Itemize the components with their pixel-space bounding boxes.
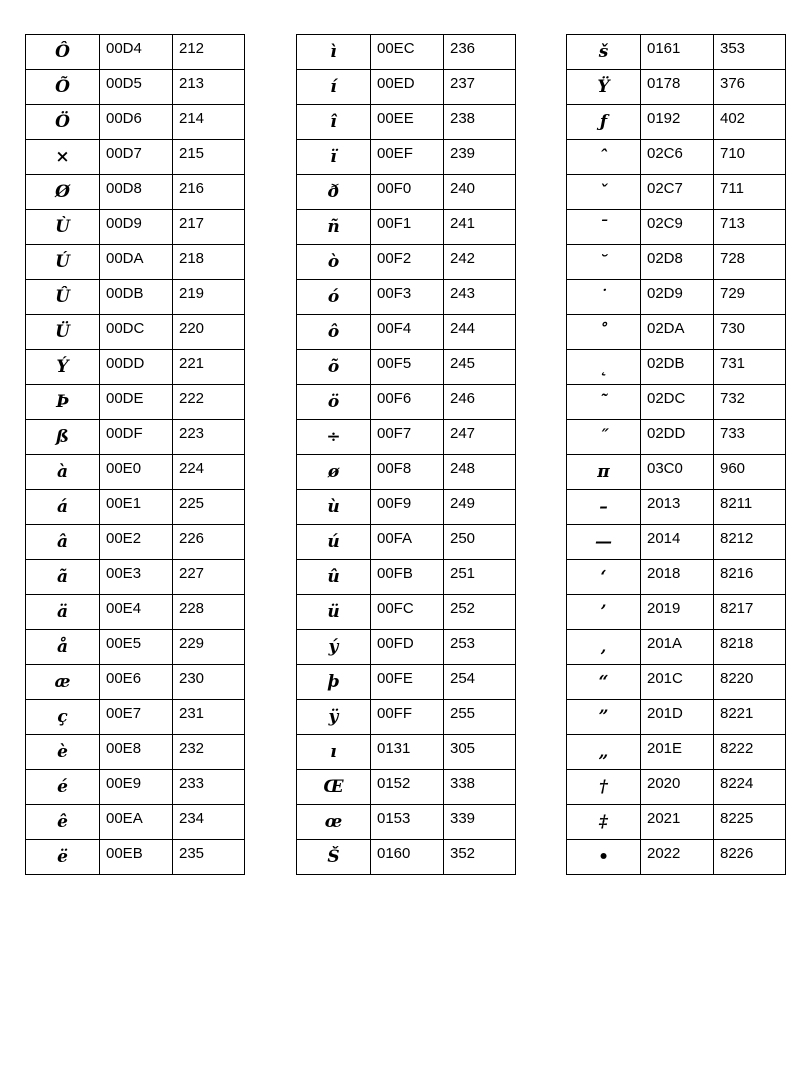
glyph-cell: ˜ bbox=[567, 385, 641, 420]
hex-code-cell: 00E4 bbox=[100, 595, 173, 630]
table-row bbox=[297, 560, 516, 595]
hex-code-cell: 00DA bbox=[100, 245, 173, 280]
glyph-cell: ˇ bbox=[567, 175, 641, 210]
table-row bbox=[567, 420, 786, 455]
table-row bbox=[26, 35, 245, 70]
table-row bbox=[567, 315, 786, 350]
hex-code-cell: 00F4 bbox=[371, 315, 444, 350]
hex-code-cell: 02DC bbox=[641, 385, 714, 420]
table-row bbox=[567, 280, 786, 315]
hex-code-cell: 00D7 bbox=[100, 140, 173, 175]
table-row bbox=[26, 595, 245, 630]
hex-code-cell: 00F3 bbox=[371, 280, 444, 315]
table-row bbox=[297, 805, 516, 840]
hex-code-cell: 2022 bbox=[641, 840, 714, 875]
decimal-code-cell: 237 bbox=[444, 70, 516, 105]
hex-code-cell: 00D9 bbox=[100, 210, 173, 245]
table-row bbox=[297, 385, 516, 420]
glyph-cell: ê bbox=[26, 805, 100, 840]
hex-code-cell: 00E1 bbox=[100, 490, 173, 525]
decimal-code-cell: 251 bbox=[444, 560, 516, 595]
hex-code-cell: 00FC bbox=[371, 595, 444, 630]
decimal-code-cell: 233 bbox=[173, 770, 245, 805]
decimal-code-cell: 225 bbox=[173, 490, 245, 525]
glyph-cell: Ú bbox=[26, 245, 100, 280]
glyph-cell: ñ bbox=[297, 210, 371, 245]
table-row bbox=[567, 560, 786, 595]
hex-code-cell: 00FF bbox=[371, 700, 444, 735]
decimal-code-cell: 728 bbox=[714, 245, 786, 280]
table-row bbox=[26, 770, 245, 805]
table-row bbox=[297, 455, 516, 490]
glyph-cell: ˛ bbox=[567, 350, 641, 385]
table-row bbox=[297, 595, 516, 630]
glyph-cell: á bbox=[26, 490, 100, 525]
glyph-cell: Š bbox=[297, 840, 371, 875]
glyph-cell: ˚ bbox=[567, 315, 641, 350]
glyph-cell: é bbox=[26, 770, 100, 805]
glyph-cell: Œ bbox=[297, 770, 371, 805]
table-row bbox=[297, 420, 516, 455]
decimal-code-cell: 215 bbox=[173, 140, 245, 175]
hex-code-cell: 02DD bbox=[641, 420, 714, 455]
table-row bbox=[297, 140, 516, 175]
glyph-cell: à bbox=[26, 455, 100, 490]
table-row bbox=[567, 140, 786, 175]
glyph-cell: ú bbox=[297, 525, 371, 560]
hex-code-cell: 00EF bbox=[371, 140, 444, 175]
glyph-cell: ï bbox=[297, 140, 371, 175]
decimal-code-cell: 231 bbox=[173, 700, 245, 735]
glyph-cell: ‚ bbox=[567, 630, 641, 665]
decimal-code-cell: 731 bbox=[714, 350, 786, 385]
decimal-code-cell: 249 bbox=[444, 490, 516, 525]
decimal-code-cell: 733 bbox=[714, 420, 786, 455]
hex-code-cell: 00F9 bbox=[371, 490, 444, 525]
table-row bbox=[567, 175, 786, 210]
table-row bbox=[26, 350, 245, 385]
glyph-cell: Ù bbox=[26, 210, 100, 245]
table-row bbox=[26, 105, 245, 140]
glyph-cell: “ bbox=[567, 665, 641, 700]
decimal-code-cell: 244 bbox=[444, 315, 516, 350]
table-row bbox=[26, 140, 245, 175]
decimal-code-cell: 216 bbox=[173, 175, 245, 210]
table-row bbox=[26, 525, 245, 560]
table-row bbox=[567, 455, 786, 490]
glyph-cell: œ bbox=[297, 805, 371, 840]
table-row bbox=[567, 35, 786, 70]
decimal-code-cell: 338 bbox=[444, 770, 516, 805]
hex-code-cell: 00F5 bbox=[371, 350, 444, 385]
decimal-code-cell: 226 bbox=[173, 525, 245, 560]
table-row bbox=[297, 210, 516, 245]
decimal-code-cell: 8218 bbox=[714, 630, 786, 665]
hex-code-cell: 00ED bbox=[371, 70, 444, 105]
glyph-cell: î bbox=[297, 105, 371, 140]
table-row bbox=[26, 490, 245, 525]
char-table-1 bbox=[25, 34, 245, 875]
glyph-cell: Ö bbox=[26, 105, 100, 140]
hex-code-cell: 00FD bbox=[371, 630, 444, 665]
decimal-code-cell: 220 bbox=[173, 315, 245, 350]
hex-code-cell: 00EC bbox=[371, 35, 444, 70]
glyph-cell: ý bbox=[297, 630, 371, 665]
glyph-cell: Ü bbox=[26, 315, 100, 350]
hex-code-cell: 2014 bbox=[641, 525, 714, 560]
decimal-code-cell: 710 bbox=[714, 140, 786, 175]
glyph-cell: ÷ bbox=[297, 420, 371, 455]
hex-code-cell: 00EE bbox=[371, 105, 444, 140]
decimal-code-cell: 8217 bbox=[714, 595, 786, 630]
decimal-code-cell: 960 bbox=[714, 455, 786, 490]
hex-code-cell: 00DE bbox=[100, 385, 173, 420]
hex-code-cell: 00F6 bbox=[371, 385, 444, 420]
glyph-cell: „ bbox=[567, 735, 641, 770]
decimal-code-cell: 713 bbox=[714, 210, 786, 245]
hex-code-cell: 00E9 bbox=[100, 770, 173, 805]
table-row bbox=[567, 70, 786, 105]
glyph-cell: † bbox=[567, 770, 641, 805]
table-row bbox=[297, 665, 516, 700]
decimal-code-cell: 8220 bbox=[714, 665, 786, 700]
table-row bbox=[26, 280, 245, 315]
hex-code-cell: 02C9 bbox=[641, 210, 714, 245]
decimal-code-cell: 8222 bbox=[714, 735, 786, 770]
glyph-cell: ˘ bbox=[567, 245, 641, 280]
table-row bbox=[26, 735, 245, 770]
hex-code-cell: 00D4 bbox=[100, 35, 173, 70]
glyph-cell: õ bbox=[297, 350, 371, 385]
glyph-cell: ÿ bbox=[297, 700, 371, 735]
table-row bbox=[297, 735, 516, 770]
decimal-code-cell: 238 bbox=[444, 105, 516, 140]
table-row bbox=[297, 840, 516, 875]
hex-code-cell: 201A bbox=[641, 630, 714, 665]
table-row bbox=[297, 490, 516, 525]
glyph-cell: • bbox=[567, 840, 641, 875]
hex-code-cell: 00E0 bbox=[100, 455, 173, 490]
hex-code-cell: 2018 bbox=[641, 560, 714, 595]
table-row bbox=[567, 385, 786, 420]
decimal-code-cell: 247 bbox=[444, 420, 516, 455]
decimal-code-cell: 239 bbox=[444, 140, 516, 175]
hex-code-cell: 00E5 bbox=[100, 630, 173, 665]
hex-code-cell: 00E8 bbox=[100, 735, 173, 770]
hex-code-cell: 00E6 bbox=[100, 665, 173, 700]
table-row bbox=[567, 210, 786, 245]
glyph-cell: å bbox=[26, 630, 100, 665]
hex-code-cell: 02D9 bbox=[641, 280, 714, 315]
decimal-code-cell: 248 bbox=[444, 455, 516, 490]
glyph-cell: û bbox=[297, 560, 371, 595]
hex-code-cell: 00DC bbox=[100, 315, 173, 350]
glyph-cell: ‡ bbox=[567, 805, 641, 840]
table-row bbox=[297, 245, 516, 280]
table-row bbox=[567, 525, 786, 560]
glyph-cell: ‘ bbox=[567, 560, 641, 595]
hex-code-cell: 02DA bbox=[641, 315, 714, 350]
hex-code-cell: 00E3 bbox=[100, 560, 173, 595]
decimal-code-cell: 8226 bbox=[714, 840, 786, 875]
decimal-code-cell: 8224 bbox=[714, 770, 786, 805]
table-row bbox=[26, 70, 245, 105]
glyph-cell: Û bbox=[26, 280, 100, 315]
hex-code-cell: 0160 bbox=[371, 840, 444, 875]
decimal-code-cell: 223 bbox=[173, 420, 245, 455]
decimal-code-cell: 227 bbox=[173, 560, 245, 595]
hex-code-cell: 00E7 bbox=[100, 700, 173, 735]
hex-code-cell: 02D8 bbox=[641, 245, 714, 280]
glyph-cell: – bbox=[567, 490, 641, 525]
glyph-cell: ˝ bbox=[567, 420, 641, 455]
glyph-cell: ˆ bbox=[567, 140, 641, 175]
decimal-code-cell: 255 bbox=[444, 700, 516, 735]
hex-code-cell: 00D8 bbox=[100, 175, 173, 210]
table-row bbox=[26, 665, 245, 700]
hex-code-cell: 201E bbox=[641, 735, 714, 770]
decimal-code-cell: 246 bbox=[444, 385, 516, 420]
table-row bbox=[567, 700, 786, 735]
table-row bbox=[567, 490, 786, 525]
table-row bbox=[26, 630, 245, 665]
decimal-code-cell: 711 bbox=[714, 175, 786, 210]
glyph-cell: ’ bbox=[567, 595, 641, 630]
decimal-code-cell: 243 bbox=[444, 280, 516, 315]
hex-code-cell: 2019 bbox=[641, 595, 714, 630]
decimal-code-cell: 228 bbox=[173, 595, 245, 630]
glyph-cell: Ô bbox=[26, 35, 100, 70]
hex-code-cell: 201D bbox=[641, 700, 714, 735]
glyph-cell: ü bbox=[297, 595, 371, 630]
decimal-code-cell: 234 bbox=[173, 805, 245, 840]
decimal-code-cell: 217 bbox=[173, 210, 245, 245]
table-row bbox=[297, 105, 516, 140]
glyph-cell: Þ bbox=[26, 385, 100, 420]
decimal-code-cell: 214 bbox=[173, 105, 245, 140]
decimal-code-cell: 8225 bbox=[714, 805, 786, 840]
glyph-cell: Õ bbox=[26, 70, 100, 105]
decimal-code-cell: 240 bbox=[444, 175, 516, 210]
decimal-code-cell: 229 bbox=[173, 630, 245, 665]
decimal-code-cell: 402 bbox=[714, 105, 786, 140]
table-row bbox=[297, 770, 516, 805]
decimal-code-cell: 8221 bbox=[714, 700, 786, 735]
hex-code-cell: 00D5 bbox=[100, 70, 173, 105]
decimal-code-cell: 732 bbox=[714, 385, 786, 420]
hex-code-cell: 2013 bbox=[641, 490, 714, 525]
char-table-2 bbox=[296, 34, 516, 875]
glyph-cell: ” bbox=[567, 700, 641, 735]
glyph-cell: ß bbox=[26, 420, 100, 455]
table-row bbox=[297, 175, 516, 210]
table-row bbox=[26, 560, 245, 595]
table-row bbox=[297, 700, 516, 735]
table-row bbox=[567, 105, 786, 140]
decimal-code-cell: 8212 bbox=[714, 525, 786, 560]
decimal-code-cell: 213 bbox=[173, 70, 245, 105]
glyph-cell: × bbox=[26, 140, 100, 175]
decimal-code-cell: 730 bbox=[714, 315, 786, 350]
glyph-cell: π bbox=[567, 455, 641, 490]
decimal-code-cell: 729 bbox=[714, 280, 786, 315]
glyph-cell: ã bbox=[26, 560, 100, 595]
table-row bbox=[297, 70, 516, 105]
glyph-cell: ƒ bbox=[567, 105, 641, 140]
decimal-code-cell: 376 bbox=[714, 70, 786, 105]
glyph-cell: ˉ bbox=[567, 210, 641, 245]
glyph-cell: Ÿ bbox=[567, 70, 641, 105]
glyph-cell: ˙ bbox=[567, 280, 641, 315]
glyph-cell: ó bbox=[297, 280, 371, 315]
decimal-code-cell: 232 bbox=[173, 735, 245, 770]
glyph-cell: þ bbox=[297, 665, 371, 700]
table-row bbox=[26, 175, 245, 210]
table-row bbox=[297, 35, 516, 70]
hex-code-cell: 201C bbox=[641, 665, 714, 700]
decimal-code-cell: 305 bbox=[444, 735, 516, 770]
hex-code-cell: 0161 bbox=[641, 35, 714, 70]
hex-code-cell: 02C6 bbox=[641, 140, 714, 175]
hex-code-cell: 02DB bbox=[641, 350, 714, 385]
hex-code-cell: 00F0 bbox=[371, 175, 444, 210]
decimal-code-cell: 254 bbox=[444, 665, 516, 700]
table-row bbox=[26, 840, 245, 875]
table-row bbox=[26, 700, 245, 735]
table-row bbox=[297, 315, 516, 350]
decimal-code-cell: 253 bbox=[444, 630, 516, 665]
hex-code-cell: 2020 bbox=[641, 770, 714, 805]
decimal-code-cell: 241 bbox=[444, 210, 516, 245]
glyph-cell: ì bbox=[297, 35, 371, 70]
table-row bbox=[297, 630, 516, 665]
table-row bbox=[567, 735, 786, 770]
glyph-cell: ç bbox=[26, 700, 100, 735]
glyph-cell: ä bbox=[26, 595, 100, 630]
decimal-code-cell: 339 bbox=[444, 805, 516, 840]
table-row bbox=[567, 245, 786, 280]
table-row bbox=[26, 420, 245, 455]
hex-code-cell: 0178 bbox=[641, 70, 714, 105]
hex-code-cell: 02C7 bbox=[641, 175, 714, 210]
glyph-cell: æ bbox=[26, 665, 100, 700]
table-row bbox=[297, 280, 516, 315]
hex-code-cell: 00E2 bbox=[100, 525, 173, 560]
hex-code-cell: 00FB bbox=[371, 560, 444, 595]
glyph-cell: Ø bbox=[26, 175, 100, 210]
hex-code-cell: 0153 bbox=[371, 805, 444, 840]
decimal-code-cell: 353 bbox=[714, 35, 786, 70]
decimal-code-cell: 250 bbox=[444, 525, 516, 560]
hex-code-cell: 0152 bbox=[371, 770, 444, 805]
decimal-code-cell: 252 bbox=[444, 595, 516, 630]
glyph-cell: — bbox=[567, 525, 641, 560]
hex-code-cell: 2021 bbox=[641, 805, 714, 840]
glyph-cell: ù bbox=[297, 490, 371, 525]
hex-code-cell: 00D6 bbox=[100, 105, 173, 140]
table-row bbox=[567, 665, 786, 700]
glyph-cell: ô bbox=[297, 315, 371, 350]
hex-code-cell: 00DD bbox=[100, 350, 173, 385]
decimal-code-cell: 221 bbox=[173, 350, 245, 385]
table-row bbox=[26, 315, 245, 350]
table-row bbox=[26, 210, 245, 245]
hex-code-cell: 00F8 bbox=[371, 455, 444, 490]
hex-code-cell: 00F2 bbox=[371, 245, 444, 280]
glyph-cell: Ý bbox=[26, 350, 100, 385]
decimal-code-cell: 218 bbox=[173, 245, 245, 280]
glyph-cell: ö bbox=[297, 385, 371, 420]
table-row bbox=[567, 595, 786, 630]
table-row bbox=[26, 245, 245, 280]
glyph-cell: š bbox=[567, 35, 641, 70]
table-row bbox=[26, 385, 245, 420]
glyph-cell: â bbox=[26, 525, 100, 560]
decimal-code-cell: 242 bbox=[444, 245, 516, 280]
decimal-code-cell: 224 bbox=[173, 455, 245, 490]
table-row bbox=[567, 805, 786, 840]
hex-code-cell: 03C0 bbox=[641, 455, 714, 490]
decimal-code-cell: 230 bbox=[173, 665, 245, 700]
table-row bbox=[567, 840, 786, 875]
hex-code-cell: 00F1 bbox=[371, 210, 444, 245]
glyph-cell: í bbox=[297, 70, 371, 105]
table-row bbox=[297, 525, 516, 560]
decimal-code-cell: 236 bbox=[444, 35, 516, 70]
hex-code-cell: 00FE bbox=[371, 665, 444, 700]
hex-code-cell: 00DB bbox=[100, 280, 173, 315]
hex-code-cell: 00F7 bbox=[371, 420, 444, 455]
char-table-3 bbox=[566, 34, 786, 875]
decimal-code-cell: 8211 bbox=[714, 490, 786, 525]
table-row bbox=[567, 770, 786, 805]
glyph-cell: ø bbox=[297, 455, 371, 490]
glyph-cell: ı bbox=[297, 735, 371, 770]
hex-code-cell: 00FA bbox=[371, 525, 444, 560]
hex-code-cell: 0192 bbox=[641, 105, 714, 140]
decimal-code-cell: 212 bbox=[173, 35, 245, 70]
table-row bbox=[567, 350, 786, 385]
glyph-cell: ë bbox=[26, 840, 100, 875]
decimal-code-cell: 219 bbox=[173, 280, 245, 315]
table-row bbox=[297, 350, 516, 385]
decimal-code-cell: 245 bbox=[444, 350, 516, 385]
table-row bbox=[567, 630, 786, 665]
glyph-cell: ò bbox=[297, 245, 371, 280]
hex-code-cell: 00EB bbox=[100, 840, 173, 875]
decimal-code-cell: 352 bbox=[444, 840, 516, 875]
hex-code-cell: 00EA bbox=[100, 805, 173, 840]
table-row bbox=[26, 805, 245, 840]
hex-code-cell: 00DF bbox=[100, 420, 173, 455]
glyph-cell: è bbox=[26, 735, 100, 770]
decimal-code-cell: 8216 bbox=[714, 560, 786, 595]
hex-code-cell: 0131 bbox=[371, 735, 444, 770]
decimal-code-cell: 222 bbox=[173, 385, 245, 420]
table-row bbox=[26, 455, 245, 490]
decimal-code-cell: 235 bbox=[173, 840, 245, 875]
glyph-cell: ð bbox=[297, 175, 371, 210]
